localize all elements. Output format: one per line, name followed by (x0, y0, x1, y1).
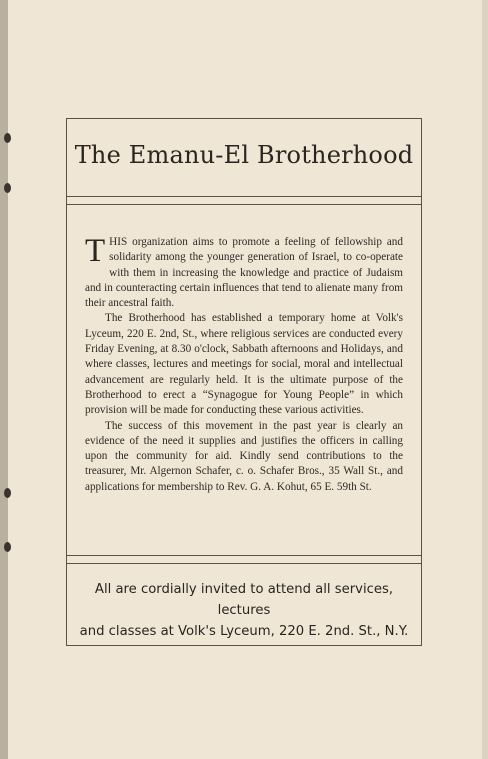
paragraph-appeal: The success of this movement in the past year is clearly an evidence of the need it supplies and justifies the officers in calling upon the community for aid. Kindly send contributions to the treasurer, Mr. Algernon Schafer, c. o. Schafer Bros., 35 Wall St., and applications for membership to Rev. G. A. Kohut, 65 E. 59th St. (85, 419, 403, 493)
binding-hole-1 (4, 133, 11, 143)
divider-bottom-1 (67, 555, 421, 556)
invitation-footer (67, 579, 421, 642)
page-title: The Emanu-El Brotherhood (74, 141, 414, 169)
divider-top-1 (67, 196, 421, 197)
binding-hole-2 (4, 183, 11, 193)
paragraph-intro-text: HIS organization aims to promote a feeling of fellowship and solidarity among the younger generation of Israel, to co-operate with them in increasing the knowledge and practice of Judaism and in counteracting certain influences that tend to alienate many from their ancestral faith. (85, 236, 403, 310)
page-edge (482, 0, 488, 759)
binding-hole-3 (4, 488, 11, 498)
invitation-line-2: and classes at Volk's Lyceum, 220 E. 2nd. St., N.Y. (79, 624, 409, 639)
invitation-line-1: All are cordially invited to attend all services, lectures (94, 582, 394, 618)
binding-hole-4 (4, 542, 11, 552)
paragraph-intro (85, 235, 403, 311)
page-gutter (0, 0, 8, 759)
drop-cap: T (85, 233, 106, 269)
body-text (85, 235, 403, 495)
paragraph-home: The Brotherhood has established a temporary home at Volk's Lyceum, 220 E. 2nd, St., where religious services are conducted every Friday Evening, at 8.30 o'clock, Sabbath afternoons and Holidays, and where classes, lectures and meetings for social, moral and intellectual advancement are regularly held. It is the ultimate purpose of the Brotherhood to erect a “Synagogue for Young People” in which provision will be made for conducting these various activities. (85, 312, 403, 417)
divider-top-2 (67, 204, 421, 205)
content-frame (66, 118, 422, 646)
divider-bottom-2 (67, 563, 421, 564)
document-page (8, 0, 488, 759)
